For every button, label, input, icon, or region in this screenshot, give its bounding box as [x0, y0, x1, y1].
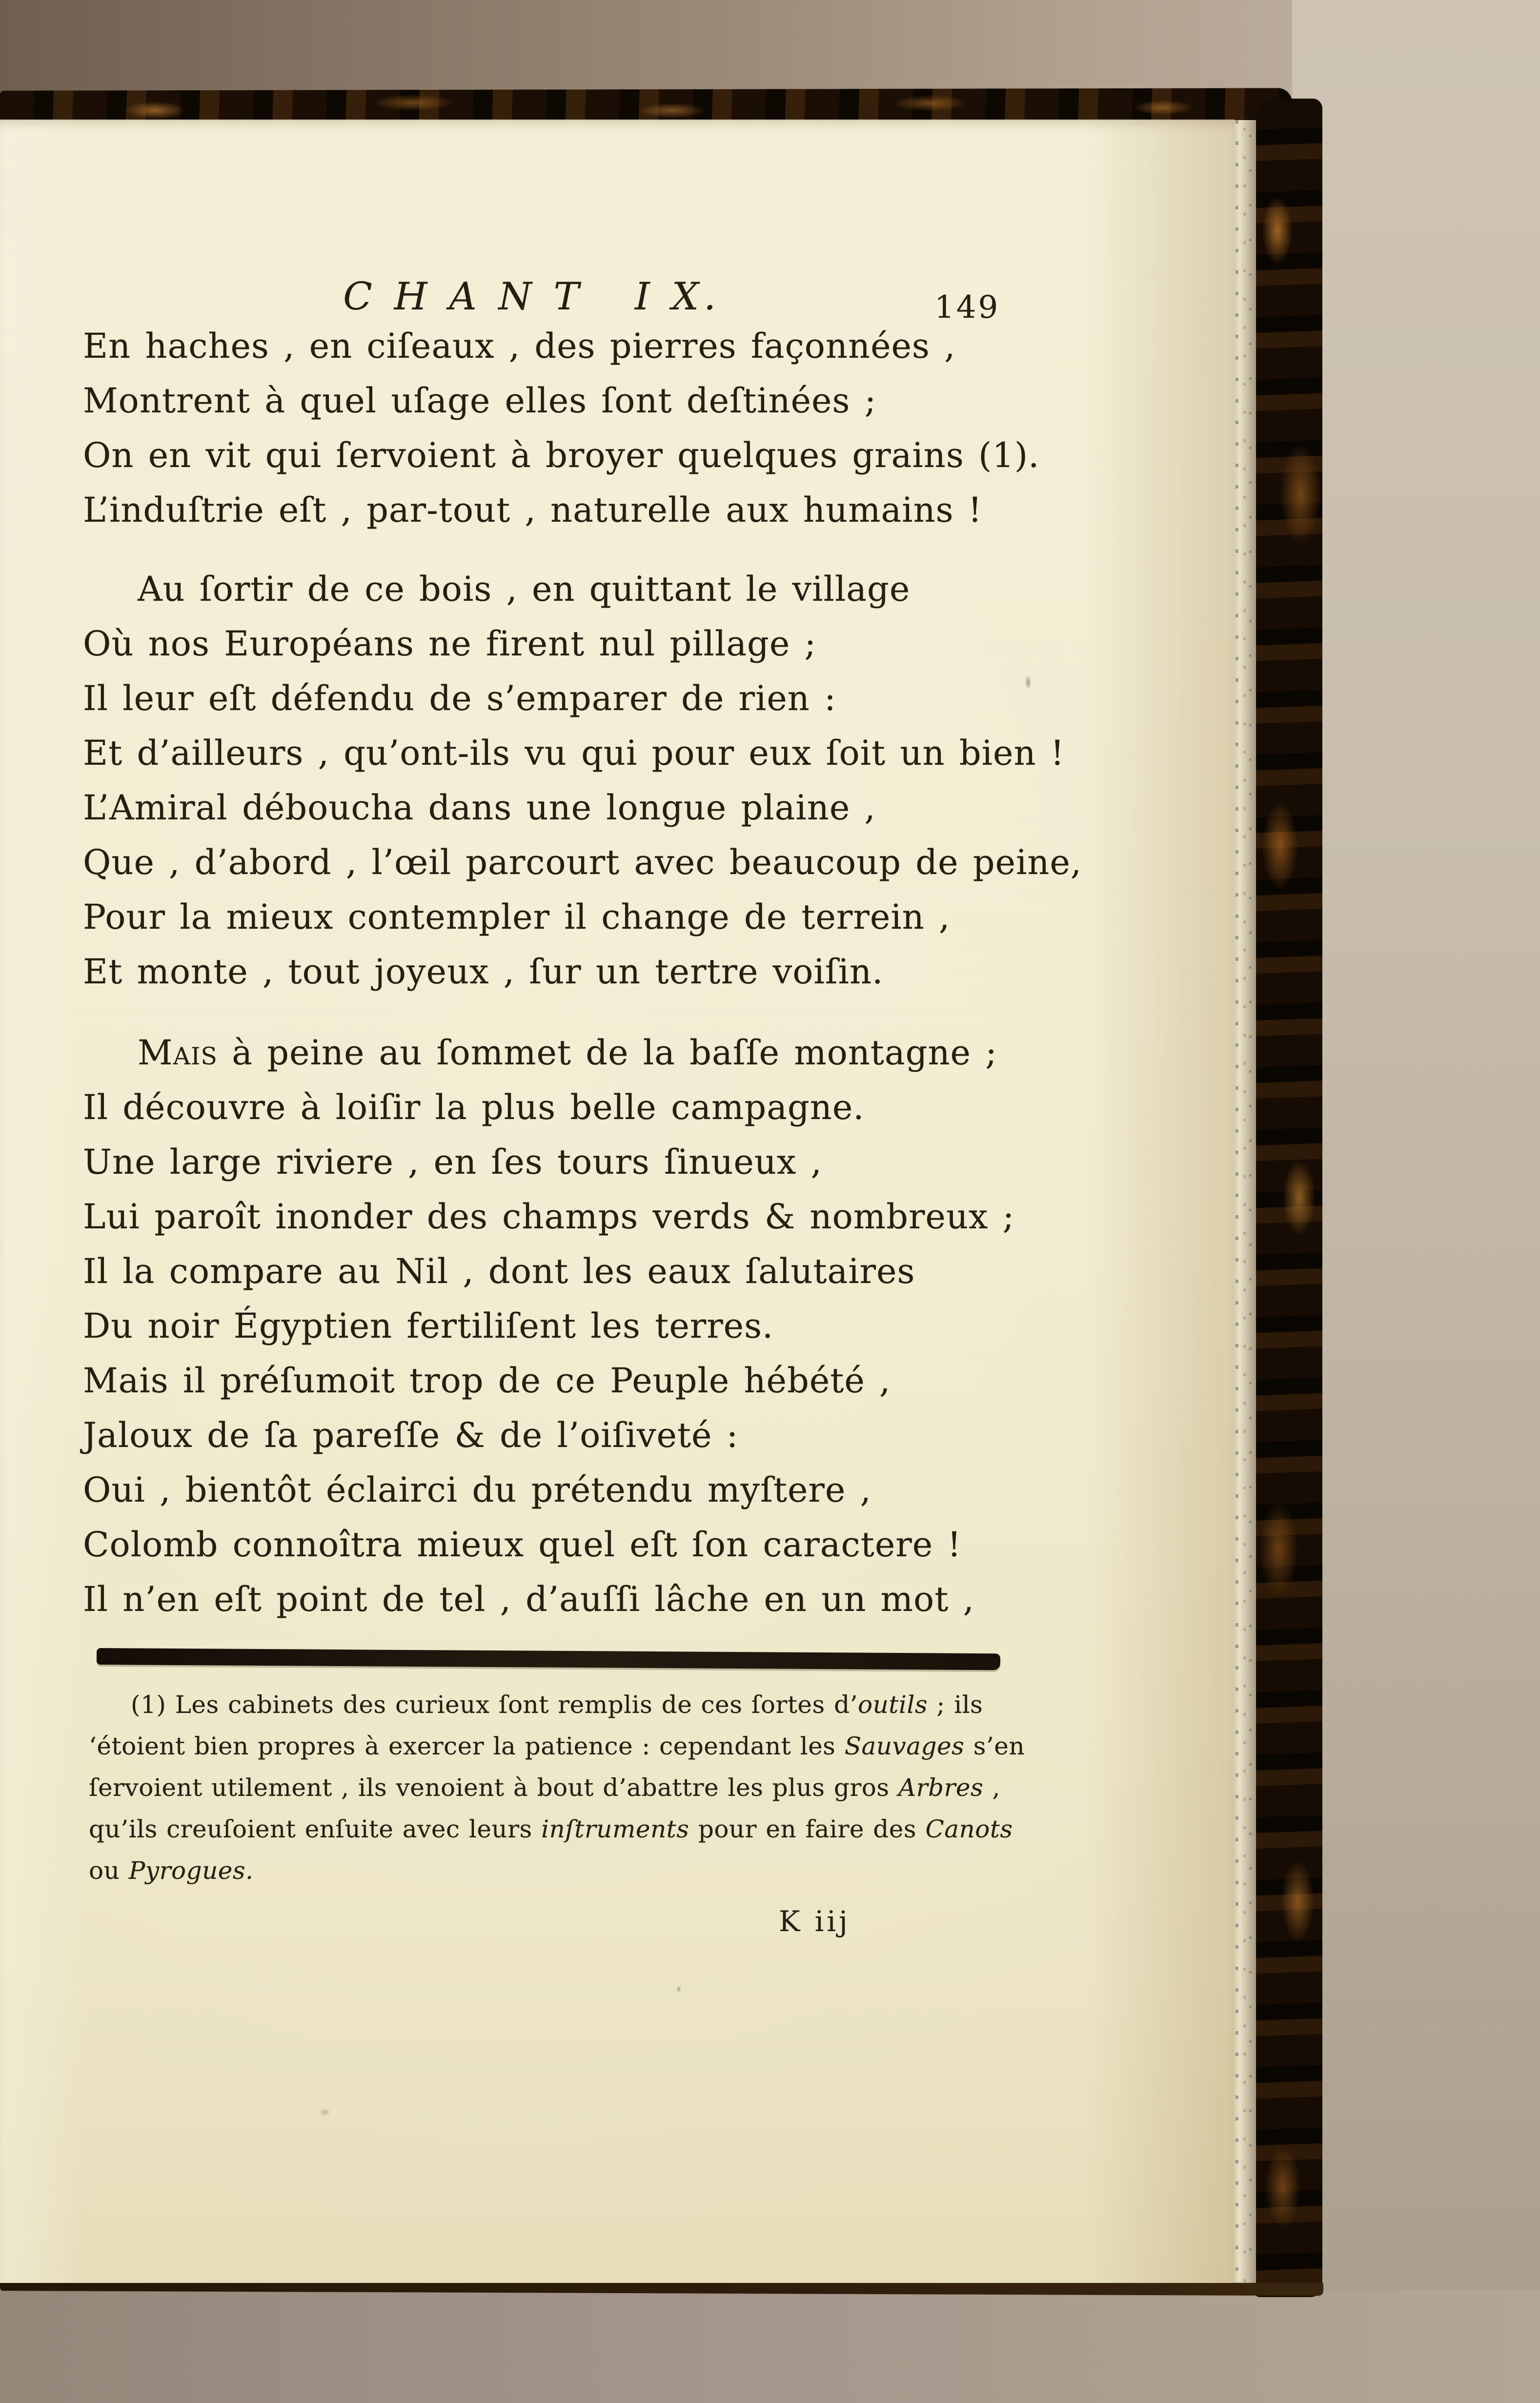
- poem-line: Du noir Égyptien fertiliſent les terres.: [83, 1306, 774, 1346]
- poem-line-text: à peine au ſommet de la baſſe montagne ;: [218, 1033, 997, 1073]
- poem-line: Il la compare au Nil , dont les eaux ſalutaires: [83, 1251, 915, 1291]
- footnote-italic: Pyrogues.: [128, 1856, 254, 1885]
- photo-backdrop-right: [1292, 0, 1540, 2403]
- poem-line: Mais il préſumoit trop de ce Peuple hébété ,: [83, 1361, 891, 1401]
- poem-line: Montrent à quel uſage elles ſont deſtinées ;: [83, 381, 877, 421]
- footnote-italic: Sauvages: [844, 1732, 965, 1760]
- poem-line: Oui , bientôt éclairci du prétendu myſtere ,: [83, 1470, 871, 1510]
- footnote-line: [89, 1726, 1162, 1767]
- small-caps-word: Mais: [138, 1033, 218, 1073]
- footnote-line: [89, 1850, 1162, 1892]
- footnote-italic: outils: [857, 1690, 928, 1719]
- fox-spot: [676, 1986, 681, 1993]
- poem-line: Il découvre à loiſir la plus belle campagne.: [83, 1087, 865, 1127]
- footnote-text: qu’ils creuſoient enſuite avec leurs: [89, 1815, 542, 1843]
- poem-line: [83, 1025, 1220, 1080]
- footnote-italic: inſtruments: [541, 1815, 689, 1843]
- poem-stanza-2: [83, 562, 1220, 999]
- fox-spot: [320, 2108, 330, 2116]
- footnote-text: ; ils: [928, 1690, 983, 1719]
- poem-line: Où nos Européans ne firent nul pillage ;: [83, 624, 817, 664]
- footnote-text: ,: [983, 1773, 1000, 1802]
- footnote-italic: Arbres: [898, 1773, 984, 1802]
- fox-spot: [1025, 675, 1032, 690]
- poem-line: Que , d’abord , l’œil parcourt avec beaucoup de peine,: [83, 842, 1082, 882]
- chant-title: C H A N T I X.: [343, 275, 721, 319]
- footnote-line: [89, 1684, 1162, 1726]
- footnote-text: ‘étoient bien propres à exercer la patience : cependant les: [89, 1732, 845, 1760]
- footnote-text: (1) Les cabinets des curieux ſont remplis de ces ſortes d’: [131, 1690, 858, 1719]
- poem-line: L’Amiral déboucha dans une longue plaine ,: [83, 788, 876, 828]
- photo-backdrop-bottom: [0, 2290, 1540, 2403]
- book-top-edge: [0, 88, 1292, 123]
- footnote-text: s’en: [964, 1732, 1025, 1760]
- poem-line: Il leur eſt défendu de s’emparer de rien :: [83, 678, 836, 718]
- poem-stanza-3: [83, 1025, 1220, 1627]
- signature-mark: K iij: [779, 1905, 851, 1938]
- poem-line: On en vit qui ſervoient à broyer quelques grains (1).: [83, 435, 1040, 475]
- footnote-text: ou: [89, 1856, 129, 1885]
- poem-line: Pour la mieux contempler il change de terrein ,: [83, 897, 951, 937]
- poem-line: L’induſtrie eſt , par-tout , naturelle aux humains !: [83, 490, 982, 530]
- poem-line: Lui paroît inonder des champs verds & nombreux ;: [83, 1197, 1015, 1237]
- page-number: 149: [934, 289, 1000, 326]
- poem-line: Au ſortir de ce bois , en quittant le village: [138, 569, 911, 609]
- footnote-italic: Canots: [925, 1815, 1013, 1843]
- poem-line: Et d’ailleurs , qu’ont-ils vu qui pour eux ſoit un bien !: [83, 733, 1065, 773]
- footnote-line: [89, 1809, 1162, 1850]
- footnote-line: [89, 1767, 1162, 1809]
- footnote-text: ſervoient utilement , ils venoient à bout d’abattre les plus gros: [89, 1773, 898, 1802]
- poem-line: Une large riviere , en ſes tours ſinueux ,: [83, 1142, 822, 1182]
- poem-line: En haches , en ciſeaux , des pierres façonnées ,: [83, 326, 956, 366]
- footnote-text: pour en faire des: [689, 1815, 926, 1843]
- poem-line: Colomb connoîtra mieux quel eſt ſon caractere !: [83, 1525, 962, 1565]
- poem-line: Et monte , tout joyeux , ſur un tertre voiſin.: [83, 952, 884, 992]
- book-cover-edge: [1254, 99, 1322, 2297]
- book-page-scan: [0, 120, 1235, 2283]
- poem-stanza-1: [83, 319, 1220, 537]
- footnote: [89, 1684, 1162, 1892]
- poem-line: Jaloux de ſa pareſſe & de l’oiſiveté :: [83, 1415, 739, 1455]
- poem-line: Il n’en eſt point de tel , d’auſſi lâche en un mot ,: [83, 1579, 974, 1619]
- footnote-rule: [97, 1648, 1000, 1670]
